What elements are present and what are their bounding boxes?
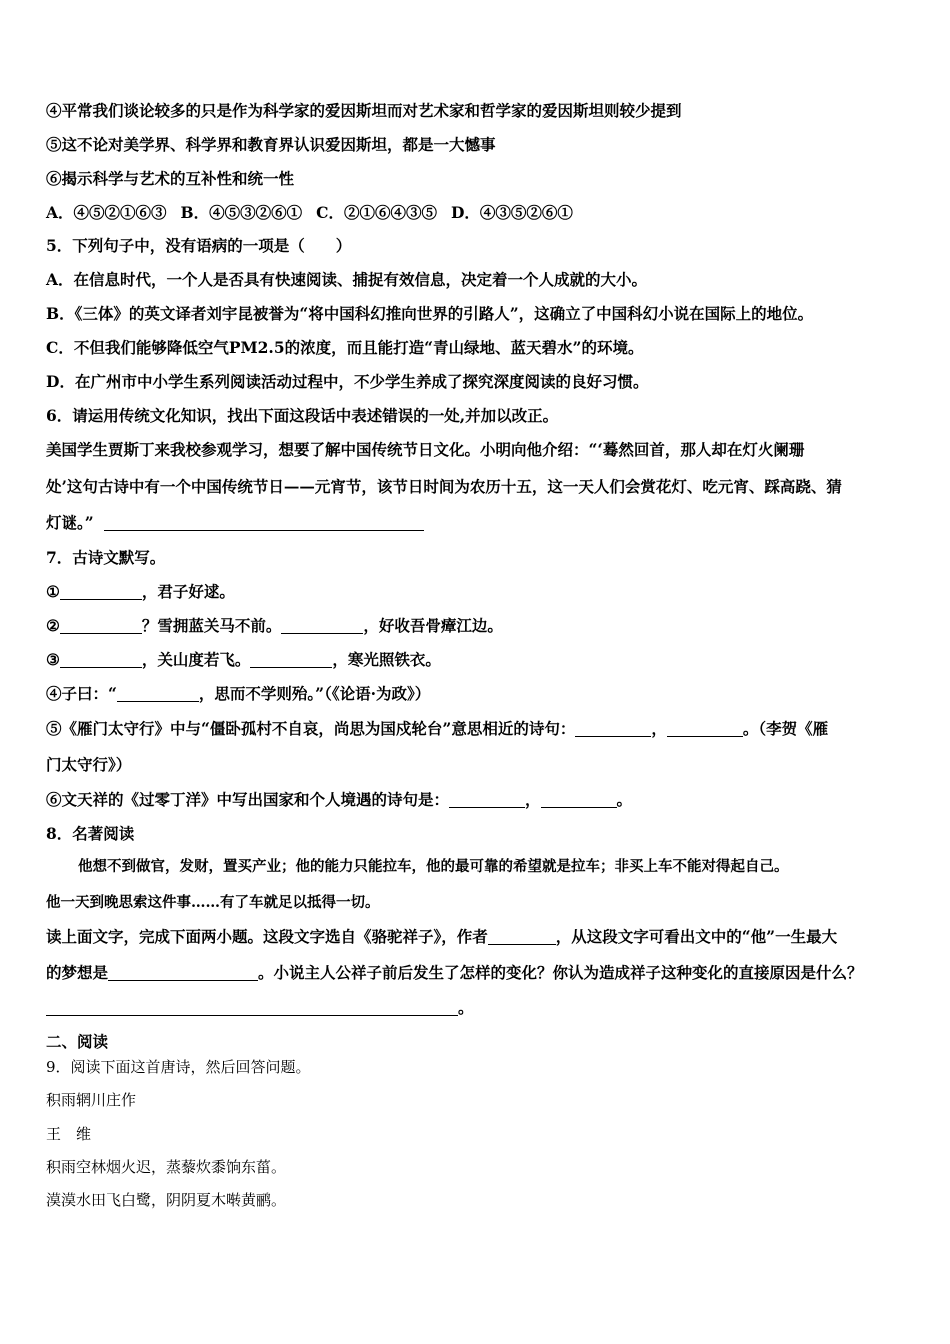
- q7-line-6-end: 。: [616, 790, 633, 809]
- poem-line-1: 积雨空林烟火迟，蒸藜炊黍饷东菑。: [46, 1158, 287, 1176]
- q7-line-1: [46, 582, 235, 602]
- q8-task-line-2: [46, 963, 863, 983]
- q8-quote-line-1: 他想不到做官，发财，置买产业；他的能力只能拉车，他的最可靠的希望就是拉车；非买上车不能对得起自己。: [78, 858, 789, 875]
- poem-line-2: 漠漠水田飞白鹭，阴阴夏木啭黄鹂。: [46, 1191, 287, 1209]
- q7-line-2-text-a: ？雪拥蓝关马不前。: [141, 616, 282, 635]
- q7-line-5-text: ⑤《雁门太守行》中与“僵卧孤村不自哀，尚思为国戍轮台”意思相近的诗句：: [46, 719, 576, 738]
- q4-option-a: A．④⑤②①⑥③: [46, 203, 167, 222]
- q7-line-5: [46, 719, 828, 739]
- q7-blank-6b[interactable]: [541, 791, 617, 808]
- q7-blank-3b[interactable]: [250, 651, 332, 668]
- q5-option-a: A．在信息时代，一个人是否具有快速阅读、捕捉有效信息，决定着一个人成就的大小。: [46, 270, 648, 289]
- q4-item-5: ⑤这不论对美学界、科学界和教育界认识爱因斯坦，都是一大憾事: [46, 135, 496, 154]
- q8-author-blank[interactable]: [488, 928, 556, 945]
- q7-line-4-text-b: ，思而不学则殆。”（《论语·为政》）: [198, 684, 431, 703]
- q8-task-text-b: ，从这段文字可看出文中的“他”一生最大: [555, 927, 838, 946]
- q7-line-3: [46, 650, 441, 670]
- q7-blank-1[interactable]: [60, 583, 142, 600]
- q7-blank-3a[interactable]: [60, 651, 142, 668]
- q8-task-line-1: [46, 927, 837, 947]
- q7-stem: 7．古诗文默写。: [46, 548, 166, 567]
- q7-line-5-end: 。（李贺《雁: [742, 719, 829, 738]
- q5-stem: 5．下列句子中，没有语病的一项是（ ）: [46, 236, 352, 255]
- q9-stem: 9．阅读下面这首唐诗，然后回答问题。: [46, 1058, 311, 1076]
- q8-dream-blank[interactable]: [108, 964, 258, 981]
- q7-line-1-text: ，君子好逑。: [141, 582, 235, 601]
- q5-option-b: B．《三体》的英文译者刘宇昆被誉为“将中国科幻推向世界的引路人”，这确立了中国科幻小说在国际上的地位。: [46, 304, 814, 323]
- q7-line-3-text-b: ，寒光照铁衣。: [332, 650, 441, 669]
- q6-answer-blank[interactable]: [104, 514, 424, 531]
- q7-line-2-number: ②: [46, 616, 60, 635]
- q7-blank-5a[interactable]: [575, 720, 651, 737]
- q7-blank-6a[interactable]: [449, 791, 525, 808]
- q6-passage-line-2: 处’这句古诗中有一个中国传统节日——元宵节，该节日时间为农历十五，这一天人们会赏花灯、吃元宵、踩高跷、猜: [46, 477, 842, 496]
- q8-answer-blank[interactable]: [46, 999, 458, 1016]
- q4-options: [46, 203, 573, 223]
- q7-line-4-text-a: ④子曰：“: [46, 684, 117, 703]
- q5-option-d: D．在广州市中小学生系列阅读活动过程中，不少学生养成了探究深度阅读的良好习惯。: [46, 372, 649, 391]
- q7-blank-4[interactable]: [117, 685, 199, 702]
- q8-dream-label: 的梦想是: [46, 963, 109, 982]
- q8-quote-line-2: 他一天到晚思索这件事……有了车就足以抵得一切。: [46, 894, 380, 911]
- q4-option-c: C．②①⑥④③⑤: [316, 203, 437, 222]
- q4-option-b: B．④⑤③②⑥①: [180, 203, 303, 222]
- section-heading-reading: 二、阅读: [46, 1032, 109, 1051]
- q4-item-4: ④平常我们谈论较多的只是作为科学家的爱因斯坦而对艺术家和哲学家的爱因斯坦则较少提到: [46, 101, 682, 120]
- q7-line-1-number: ①: [46, 582, 60, 601]
- q5-option-c: C．不但我们能够降低空气PM2.5的浓度，而且能打造“青山绿地、蓝天碧水”的环境。: [46, 338, 644, 357]
- q7-line-3-number: ③: [46, 650, 60, 669]
- q6-stem: 6．请运用传统文化知识，找出下面这段话中表述错误的一处,并加以改正。: [46, 406, 559, 425]
- q8-question-text: 。小说主人公祥子前后发生了怎样的变化？你认为造成祥子这种变化的直接原因是什么？: [258, 963, 863, 982]
- poem-title: 积雨辋川庄作: [46, 1091, 137, 1109]
- q7-blank-2b[interactable]: [281, 617, 363, 634]
- q7-line-6-comma: ，: [525, 790, 541, 809]
- q7-line-3-text-a: ，关山度若飞。: [141, 650, 251, 669]
- q8-task-line-3: [46, 998, 474, 1018]
- q8-task-text-a: 读上面文字，完成下面两小题。这段文字选自《骆驼祥子》，作者: [46, 927, 488, 946]
- q7-line-5-comma: ，: [651, 719, 667, 738]
- q6-passage-line-3: [46, 513, 424, 533]
- poem-author: 王 维: [46, 1125, 92, 1143]
- q7-line-4: [46, 684, 430, 704]
- q6-passage-line-1: 美国学生贾斯丁来我校参观学习，想要了解中国传统节日文化。小明向他介绍：“‘蓦然回首，那人却在灯火阑珊: [46, 440, 805, 459]
- q8-stem: 8．名著阅读: [46, 824, 135, 843]
- q7-line-2: [46, 616, 503, 636]
- q7-line-6-text: ⑥文天祥的《过零丁洋》中写出国家和个人境遇的诗句是：: [46, 790, 450, 809]
- q7-line-6: [46, 790, 632, 810]
- q6-passage-end: 灯谜。”: [46, 513, 94, 532]
- q7-blank-5b[interactable]: [667, 720, 743, 737]
- q4-item-6: ⑥揭示科学与艺术的互补性和统一性: [46, 169, 295, 188]
- q8-answer-end: 。: [458, 998, 474, 1017]
- q7-blank-2a[interactable]: [60, 617, 142, 634]
- q4-option-d: D．④③⑤②⑥①: [450, 203, 573, 222]
- q7-line-5-cont: 门太守行》）: [46, 755, 132, 774]
- q7-line-2-text-b: ，好收吾骨瘴江边。: [363, 616, 503, 635]
